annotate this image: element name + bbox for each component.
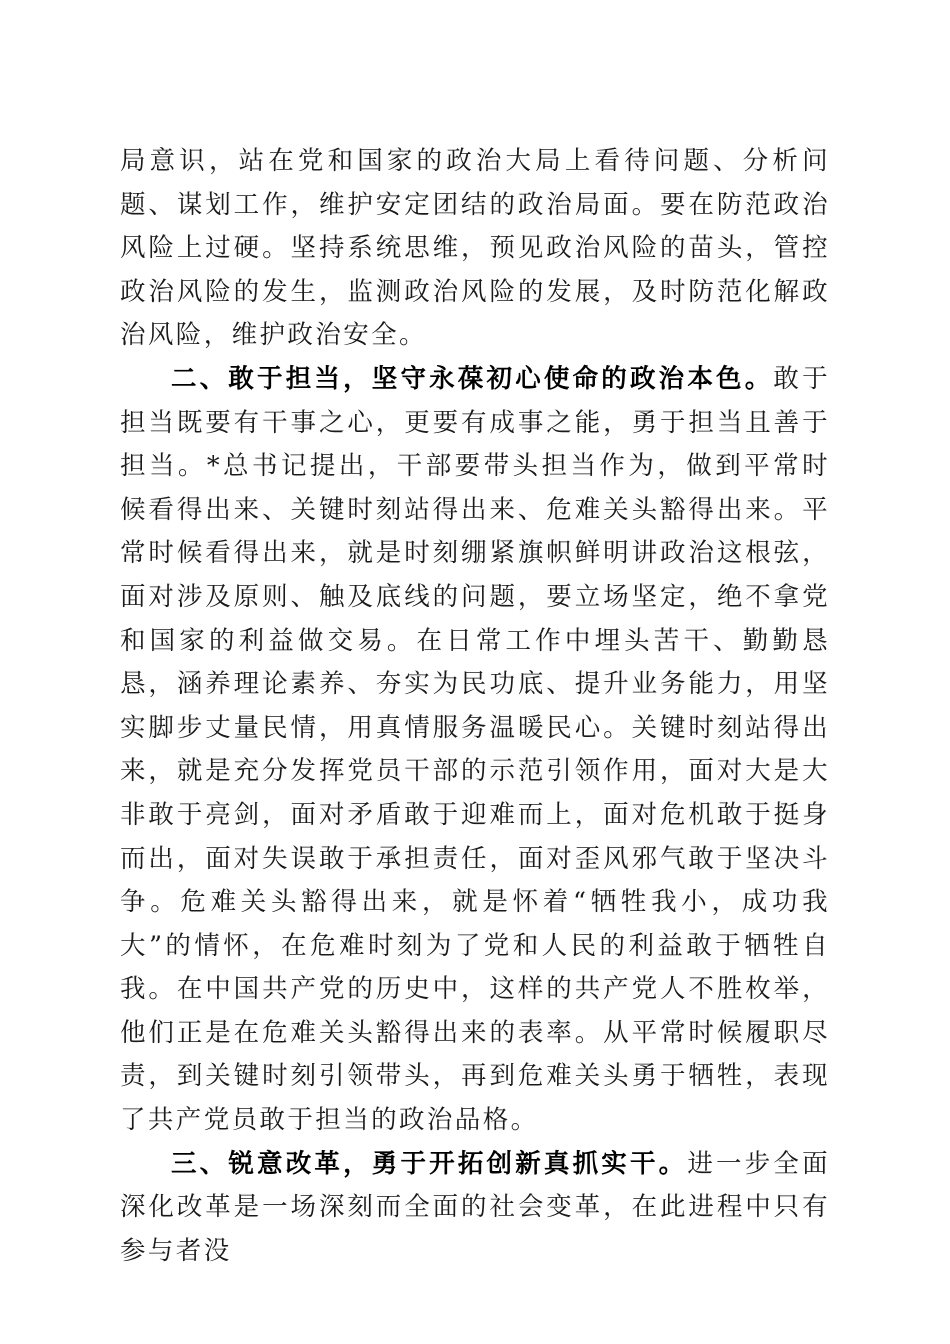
- paragraph-section-three: [120, 1143, 830, 1274]
- section-heading-two: 二、敢于担当，坚守永葆初心使命的政治本色。: [171, 363, 774, 394]
- paragraph-section-two: [120, 358, 830, 1143]
- section-heading-three: 三、锐意改革，勇于开拓创新真抓实干。: [171, 1148, 688, 1179]
- paragraph-body: 局意识，站在党和国家的政治大局上看待问题、分析问题、谋划工作，维护安定团结的政治局面。要在防范政治风险上过硬。坚持系统思维，预见政治风险的苗头，管控政治风险的发生，监测政治风险的发展，及时防范化解政治风险，维护政治安全。: [120, 146, 830, 351]
- paragraph-body: 敢于担当既要有干事之心，更要有成事之能，勇于担当且善于担当。*总书记提出，干部要带头担当作为，做到平常时候看得出来、关键时刻站得出来、危难关头豁得出来。平常时候看得出来，就是时刻绷紧旗帜鲜明讲政治这根弦，面对涉及原则、触及底线的问题，要立场坚定，绝不拿党和国家的利益做交易。在日常工作中埋头苦干、勤勤恳恳，涵养理论素养、夯实为民功底、提升业务能力，用坚实脚步丈量民情，用真情服务温暖民心。关键时刻站得出来，就是充分发挥党员干部的示范引领作用，面对大是大非敢于亮剑，面对矛盾敢于迎难而上，面对危机敢于挺身而出，面对失误敢于承担责任，面对歪风邪气敢于坚决斗争。危难关头豁得出来，就是怀着“牺牲我小，成功我大”的情怀，在危难时刻为了党和人民的利益敢于牺牲自我。在中国共产党的历史中，这样的共产党人不胜枚举，他们正是在危难关头豁得出来的表率。从平常时候履职尽责，到关键时刻引领带头，再到危难关头勇于牺牲，表现了共产党员敢于担当的政治品格。: [120, 363, 830, 1136]
- paragraph-continuation: [120, 140, 830, 358]
- paragraph-body: 进一步全面深化改革是一场深刻而全面的社会变革，在此进程中只有参与者没: [120, 1148, 830, 1266]
- document-body: [120, 140, 830, 1273]
